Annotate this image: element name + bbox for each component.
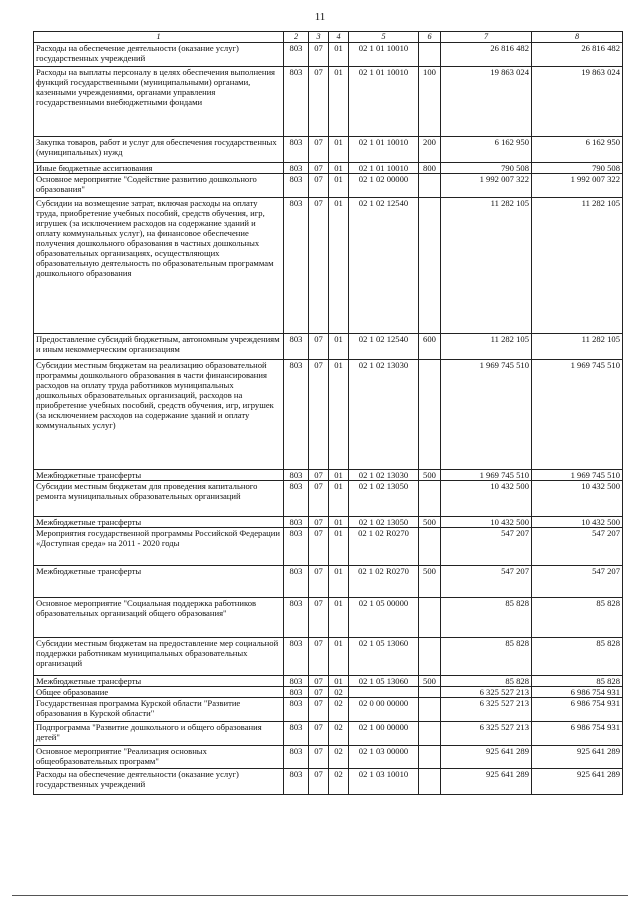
table-row: [34, 722, 623, 746]
cell-section-code: 07: [309, 746, 329, 769]
cell-subsection-code: 01: [329, 198, 349, 334]
cell-amount-year2: 925 641 289: [532, 746, 623, 769]
cell-expense-type: [419, 746, 441, 769]
cell-ministry-code: 803: [284, 137, 309, 163]
cell-ministry-code: 803: [284, 687, 309, 698]
cell-amount-year1: 547 207: [441, 528, 532, 566]
cell-subsection-code: 01: [329, 137, 349, 163]
cell-target-article: 02 1 02 12540: [349, 334, 419, 360]
cell-target-article: 02 1 01 10010: [349, 163, 419, 174]
cell-amount-year2: 85 828: [532, 638, 623, 676]
table-body: [34, 32, 623, 795]
cell-amount-year1: 11 282 105: [441, 198, 532, 334]
cell-expense-type: [419, 198, 441, 334]
cell-name: Государственная программа Курской области "Развитие образования в Курской области": [34, 698, 284, 722]
table-row: [34, 137, 623, 163]
cell-subsection-code: 01: [329, 360, 349, 470]
cell-ministry-code: 803: [284, 698, 309, 722]
cell-section-code: 07: [309, 528, 329, 566]
page-number: 11: [314, 11, 326, 23]
cell-name: Иные бюджетные ассигнования: [34, 163, 284, 174]
column-header: 6: [419, 32, 441, 43]
cell-target-article: 02 1 02 13030: [349, 360, 419, 470]
cell-amount-year2: 925 641 289: [532, 769, 623, 795]
table-row: [34, 598, 623, 638]
cell-ministry-code: 803: [284, 470, 309, 481]
cell-ministry-code: 803: [284, 481, 309, 517]
cell-name: Предоставление субсидий бюджетным, автономным учреждениям и иным некоммерческим организациям: [34, 334, 284, 360]
cell-target-article: 02 1 02 R0270: [349, 566, 419, 598]
cell-subsection-code: 02: [329, 687, 349, 698]
cell-name: Субсидии местным бюджетам на реализацию образовательной программы дошкольного образования в части финансирования расходов на оплату труда работников муниципальных дошкольных образовательных организаций, расходов на приобретение учебных пособий, средств обучения, игр, игрушек (за исключением расходов на содержание зданий и оплату коммунальных услуг): [34, 360, 284, 470]
cell-amount-year1: 6 162 950: [441, 137, 532, 163]
cell-target-article: 02 1 02 12540: [349, 198, 419, 334]
cell-expense-type: 500: [419, 517, 441, 528]
cell-expense-type: [419, 43, 441, 67]
table-row: [34, 470, 623, 481]
cell-ministry-code: 803: [284, 566, 309, 598]
cell-target-article: 02 1 02 00000: [349, 174, 419, 198]
cell-expense-type: 100: [419, 67, 441, 137]
cell-amount-year2: 85 828: [532, 598, 623, 638]
cell-target-article: 02 1 03 00000: [349, 746, 419, 769]
cell-amount-year1: 6 325 527 213: [441, 698, 532, 722]
table-row: [34, 174, 623, 198]
cell-subsection-code: 01: [329, 517, 349, 528]
cell-expense-type: [419, 698, 441, 722]
cell-target-article: 02 1 02 13050: [349, 481, 419, 517]
cell-section-code: 07: [309, 470, 329, 481]
cell-amount-year2: 1 969 745 510: [532, 360, 623, 470]
cell-target-article: 02 1 05 13060: [349, 676, 419, 687]
cell-name: Расходы на выплаты персоналу в целях обеспечения выполнения функций государственными (муниципальными) органами, казенными учреждениями, органами управления государственными внебюджетными фондами: [34, 67, 284, 137]
table-row: [34, 687, 623, 698]
table-row: [34, 163, 623, 174]
table-row: [34, 566, 623, 598]
cell-amount-year2: 6 986 754 931: [532, 687, 623, 698]
table-row: [34, 698, 623, 722]
cell-amount-year2: 19 863 024: [532, 67, 623, 137]
cell-section-code: 07: [309, 769, 329, 795]
cell-amount-year2: 11 282 105: [532, 334, 623, 360]
cell-subsection-code: 01: [329, 174, 349, 198]
column-header: 1: [34, 32, 284, 43]
cell-name: Субсидии местным бюджетам на предоставление мер социальной поддержки работникам муниципальных образовательных организаций: [34, 638, 284, 676]
cell-subsection-code: 01: [329, 67, 349, 137]
table-row: [34, 43, 623, 67]
cell-amount-year1: 85 828: [441, 676, 532, 687]
table-row: [34, 360, 623, 470]
cell-ministry-code: 803: [284, 517, 309, 528]
cell-ministry-code: 803: [284, 67, 309, 137]
cell-expense-type: 600: [419, 334, 441, 360]
cell-amount-year2: 547 207: [532, 528, 623, 566]
table-row: [34, 746, 623, 769]
cell-expense-type: 500: [419, 470, 441, 481]
cell-amount-year2: 547 207: [532, 566, 623, 598]
cell-expense-type: [419, 638, 441, 676]
cell-amount-year2: 10 432 500: [532, 481, 623, 517]
cell-section-code: 07: [309, 687, 329, 698]
cell-expense-type: [419, 722, 441, 746]
cell-name: Межбюджетные трансферты: [34, 676, 284, 687]
cell-ministry-code: 803: [284, 638, 309, 676]
cell-expense-type: [419, 174, 441, 198]
cell-name: Мероприятия государственной программы Российской Федерации «Доступная среда» на 2011 - 2020 годы: [34, 528, 284, 566]
cell-target-article: 02 1 02 13030: [349, 470, 419, 481]
cell-amount-year1: 1 992 007 322: [441, 174, 532, 198]
cell-amount-year2: 1 992 007 322: [532, 174, 623, 198]
cell-section-code: 07: [309, 67, 329, 137]
cell-expense-type: [419, 598, 441, 638]
cell-target-article: 02 1 02 R0270: [349, 528, 419, 566]
cell-amount-year1: 6 325 527 213: [441, 687, 532, 698]
cell-subsection-code: 01: [329, 638, 349, 676]
cell-amount-year1: 10 432 500: [441, 481, 532, 517]
cell-amount-year1: 1 969 745 510: [441, 470, 532, 481]
cell-subsection-code: 02: [329, 698, 349, 722]
cell-ministry-code: 803: [284, 174, 309, 198]
cell-ministry-code: 803: [284, 598, 309, 638]
cell-name: Основное мероприятие "Социальная поддержка работников образовательных организаций общего образования": [34, 598, 284, 638]
cell-section-code: 07: [309, 676, 329, 687]
cell-name: Закупка товаров, работ и услуг для обеспечения государственных (муниципальных) нужд: [34, 137, 284, 163]
column-header: 8: [532, 32, 623, 43]
cell-subsection-code: 01: [329, 43, 349, 67]
cell-subsection-code: 01: [329, 470, 349, 481]
cell-amount-year2: 10 432 500: [532, 517, 623, 528]
cell-target-article: [349, 687, 419, 698]
cell-subsection-code: 01: [329, 163, 349, 174]
table-row: [34, 528, 623, 566]
cell-ministry-code: 803: [284, 676, 309, 687]
page-bottom-border: [12, 895, 628, 896]
cell-expense-type: 500: [419, 676, 441, 687]
column-header: 3: [309, 32, 329, 43]
cell-section-code: 07: [309, 360, 329, 470]
cell-amount-year2: 26 816 482: [532, 43, 623, 67]
cell-amount-year2: 6 986 754 931: [532, 698, 623, 722]
cell-subsection-code: 01: [329, 598, 349, 638]
cell-amount-year1: 925 641 289: [441, 769, 532, 795]
table-row: [34, 198, 623, 334]
table-row: [34, 676, 623, 687]
cell-amount-year2: 85 828: [532, 676, 623, 687]
cell-expense-type: [419, 360, 441, 470]
cell-expense-type: [419, 528, 441, 566]
cell-target-article: 02 1 00 00000: [349, 722, 419, 746]
cell-expense-type: [419, 481, 441, 517]
budget-table: [33, 31, 623, 795]
cell-amount-year2: 6 162 950: [532, 137, 623, 163]
cell-target-article: 02 0 00 00000: [349, 698, 419, 722]
cell-section-code: 07: [309, 481, 329, 517]
table-row: [34, 517, 623, 528]
cell-expense-type: [419, 769, 441, 795]
cell-amount-year1: 1 969 745 510: [441, 360, 532, 470]
cell-section-code: 07: [309, 334, 329, 360]
cell-target-article: 02 1 01 10010: [349, 67, 419, 137]
cell-subsection-code: 01: [329, 566, 349, 598]
cell-name: Расходы на обеспечение деятельности (оказание услуг) государственных учреждений: [34, 43, 284, 67]
cell-amount-year1: 10 432 500: [441, 517, 532, 528]
cell-name: Общее образование: [34, 687, 284, 698]
cell-subsection-code: 01: [329, 334, 349, 360]
cell-name: Межбюджетные трансферты: [34, 566, 284, 598]
cell-name: Субсидии на возмещение затрат, включая расходы на оплату труда, приобретение учебных пособий, средств обучения, игр, игрушек (за исключением расходов на содержание зданий и оплату коммунальных услуг), на финансовое обеспечение получения дошкольного образования в частных дошкольных образовательных организациях, осуществляющих образовательную деятельность по образовательным программам дошкольного образования: [34, 198, 284, 334]
cell-subsection-code: 02: [329, 746, 349, 769]
cell-section-code: 07: [309, 43, 329, 67]
cell-amount-year1: 6 325 527 213: [441, 722, 532, 746]
cell-target-article: 02 1 05 00000: [349, 598, 419, 638]
cell-amount-year2: 6 986 754 931: [532, 722, 623, 746]
cell-target-article: 02 1 01 10010: [349, 43, 419, 67]
cell-ministry-code: 803: [284, 360, 309, 470]
cell-section-code: 07: [309, 163, 329, 174]
cell-section-code: 07: [309, 174, 329, 198]
cell-amount-year1: 19 863 024: [441, 67, 532, 137]
cell-amount-year1: 26 816 482: [441, 43, 532, 67]
cell-amount-year1: 547 207: [441, 566, 532, 598]
cell-ministry-code: 803: [284, 198, 309, 334]
cell-section-code: 07: [309, 517, 329, 528]
cell-section-code: 07: [309, 598, 329, 638]
cell-section-code: 07: [309, 638, 329, 676]
cell-expense-type: [419, 687, 441, 698]
cell-subsection-code: 01: [329, 528, 349, 566]
cell-ministry-code: 803: [284, 769, 309, 795]
column-header: 2: [284, 32, 309, 43]
cell-subsection-code: 01: [329, 481, 349, 517]
column-header: 4: [329, 32, 349, 43]
cell-name: Подпрограмма "Развитие дошкольного и общего образования детей": [34, 722, 284, 746]
cell-subsection-code: 01: [329, 676, 349, 687]
cell-amount-year1: 790 508: [441, 163, 532, 174]
cell-target-article: 02 1 03 10010: [349, 769, 419, 795]
cell-target-article: 02 1 01 10010: [349, 137, 419, 163]
column-header: 5: [349, 32, 419, 43]
cell-section-code: 07: [309, 698, 329, 722]
cell-section-code: 07: [309, 566, 329, 598]
cell-amount-year1: 11 282 105: [441, 334, 532, 360]
cell-expense-type: 800: [419, 163, 441, 174]
cell-section-code: 07: [309, 137, 329, 163]
cell-name: Межбюджетные трансферты: [34, 470, 284, 481]
cell-name: Субсидии местным бюджетам для проведения капитального ремонта муниципальных образовательных организаций: [34, 481, 284, 517]
cell-name: Основное мероприятие "Реализация основных общеобразовательных программ": [34, 746, 284, 769]
cell-ministry-code: 803: [284, 746, 309, 769]
cell-ministry-code: 803: [284, 163, 309, 174]
cell-target-article: 02 1 02 13050: [349, 517, 419, 528]
cell-subsection-code: 02: [329, 769, 349, 795]
cell-name: Основное мероприятие "Содействие развитию дошкольного образования": [34, 174, 284, 198]
cell-section-code: 07: [309, 198, 329, 334]
cell-amount-year1: 85 828: [441, 598, 532, 638]
table-row: [34, 334, 623, 360]
cell-amount-year2: 11 282 105: [532, 198, 623, 334]
table-row: [34, 638, 623, 676]
cell-ministry-code: 803: [284, 722, 309, 746]
table-row: [34, 769, 623, 795]
cell-section-code: 07: [309, 722, 329, 746]
table-header-row: [34, 32, 623, 43]
cell-target-article: 02 1 05 13060: [349, 638, 419, 676]
cell-amount-year1: 85 828: [441, 638, 532, 676]
cell-amount-year2: 790 508: [532, 163, 623, 174]
cell-amount-year1: 925 641 289: [441, 746, 532, 769]
cell-amount-year2: 1 969 745 510: [532, 470, 623, 481]
cell-subsection-code: 02: [329, 722, 349, 746]
table-row: [34, 67, 623, 137]
column-header: 7: [441, 32, 532, 43]
cell-ministry-code: 803: [284, 334, 309, 360]
cell-expense-type: 500: [419, 566, 441, 598]
cell-expense-type: 200: [419, 137, 441, 163]
table-row: [34, 481, 623, 517]
cell-ministry-code: 803: [284, 528, 309, 566]
cell-name: Межбюджетные трансферты: [34, 517, 284, 528]
cell-ministry-code: 803: [284, 43, 309, 67]
cell-name: Расходы на обеспечение деятельности (оказание услуг) государственных учреждений: [34, 769, 284, 795]
